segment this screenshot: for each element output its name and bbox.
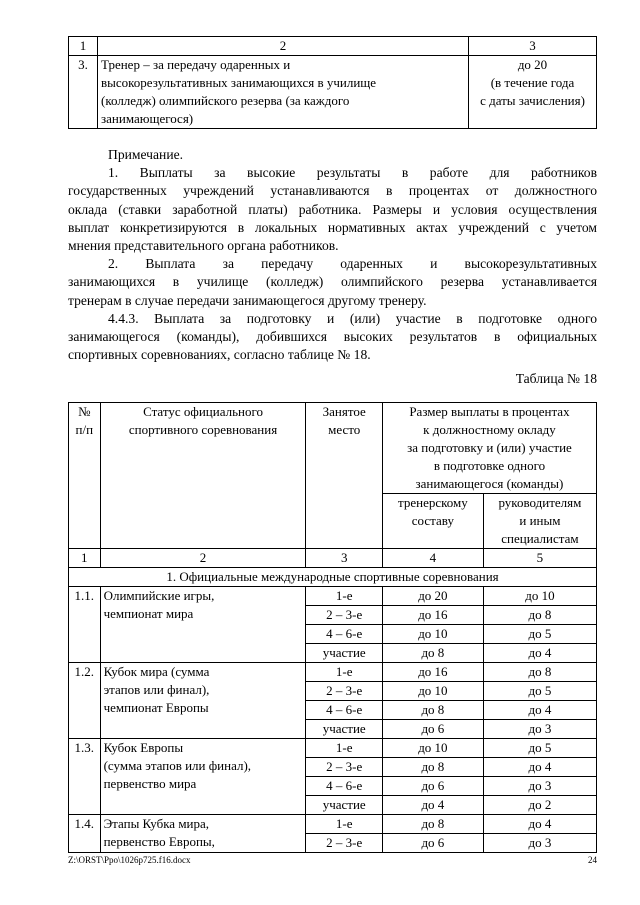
header-line: в подготовке одного: [433, 458, 546, 473]
lead-cell: до 3: [483, 834, 596, 853]
note-line: мнения представительного органа работников.: [68, 238, 339, 254]
note-line: 1. Выплаты за высокие результаты в работе для работников: [108, 165, 597, 181]
coach-cell: до 10: [382, 682, 483, 701]
coach-cell: до 8: [382, 758, 483, 777]
col-number: 2: [98, 37, 469, 56]
col-number: 1: [69, 549, 101, 568]
status-line: чемпионат мира: [103, 606, 194, 621]
lead-cell: до 3: [483, 720, 596, 739]
note-line: оклада (ставки заработной платы) работника. Размеры и условия осуществления: [68, 201, 597, 217]
header-line: за подготовку и (или) участие: [407, 440, 572, 455]
col-number: 3: [469, 37, 597, 56]
status-line: первенство мира: [103, 776, 197, 791]
place-cell: 2 – 3-е: [306, 834, 382, 853]
previous-table: [68, 36, 597, 129]
text-line: с даты зачисления): [480, 93, 585, 108]
col-number: 4: [382, 549, 483, 568]
note-line: государственных учреждений устанавливаются в процентах от должностного: [68, 183, 597, 199]
header-line: Размер выплаты в процентах: [409, 404, 570, 419]
coach-cell: до 8: [382, 701, 483, 720]
header-place: [306, 403, 382, 549]
status-line: Кубок Европы: [103, 740, 184, 755]
col-number: 1: [69, 37, 98, 56]
coach-cell: до 6: [382, 834, 483, 853]
header-number: [69, 403, 101, 549]
section-title: 1. Официальные международные спортивные соревнования: [69, 568, 597, 587]
coach-cell: до 10: [382, 739, 483, 758]
col-number: 3: [306, 549, 382, 568]
status-line: этапов или финал),: [103, 682, 210, 697]
col-number: 5: [483, 549, 596, 568]
table-row: [69, 739, 597, 758]
status-line: чемпионат Европы: [103, 700, 209, 715]
note-line: занимающихся в училище (колледж) олимпийского резерва устанавливается: [68, 274, 597, 290]
lead-cell: до 4: [483, 644, 596, 663]
note-title: Примечание.: [108, 147, 184, 162]
lead-cell: до 10: [483, 587, 596, 606]
lead-cell: до 8: [483, 606, 596, 625]
header-line: специалистам: [501, 531, 579, 546]
row-description: [98, 56, 469, 129]
header-lead: [483, 494, 596, 549]
header-line: к должностному окладу: [423, 422, 556, 437]
note-line: тренерам в случае передачи занимающегося другому тренеру.: [68, 292, 427, 308]
lead-cell: до 2: [483, 796, 596, 815]
place-cell: 2 – 3-е: [306, 682, 382, 701]
place-cell: 1-е: [306, 663, 382, 682]
header-line: Статус официального: [143, 404, 263, 419]
lead-cell: до 4: [483, 815, 596, 834]
coach-cell: до 10: [382, 625, 483, 644]
header-line: №: [78, 404, 91, 419]
table-row: [69, 663, 597, 682]
place-cell: участие: [306, 796, 382, 815]
place-cell: 1-е: [306, 815, 382, 834]
group-number: 1.2.: [69, 663, 101, 739]
place-cell: участие: [306, 720, 382, 739]
status-line: (сумма этапов или финал),: [103, 758, 252, 773]
group-number: 1.4.: [69, 815, 101, 853]
header-line: п/п: [75, 422, 94, 437]
section-row: [69, 568, 597, 587]
coach-cell: до 6: [382, 777, 483, 796]
note-line: выплат конкретизируются в локальных нормативных актах учреждений с учетом: [68, 219, 597, 235]
group-number: 1.3.: [69, 739, 101, 815]
header-line: Занятое: [322, 404, 366, 419]
text-line: занимающегося): [101, 111, 194, 126]
header-coach: [382, 494, 483, 549]
status-line: Этапы Кубка мира,: [103, 816, 210, 831]
lead-cell: до 5: [483, 739, 596, 758]
status-line: первенство Европы,: [103, 834, 215, 849]
page-number: 24: [588, 855, 597, 865]
paragraph-line: спортивных соревнованиях, согласно таблице № 18.: [68, 347, 371, 363]
place-cell: 4 – 6-е: [306, 625, 382, 644]
coach-cell: до 8: [382, 815, 483, 834]
place-cell: участие: [306, 644, 382, 663]
text-line: высокорезультативных занимающихся в училище: [101, 75, 377, 90]
coach-cell: до 16: [382, 606, 483, 625]
place-cell: 2 – 3-е: [306, 606, 382, 625]
status-line: Кубок мира (сумма: [103, 664, 210, 679]
lead-cell: до 3: [483, 777, 596, 796]
col-number: 2: [100, 549, 306, 568]
status-line: Олимпийские игры,: [103, 588, 215, 603]
paragraph-line: занимающегося (команды), добившихся высоких результатов в официальных: [68, 329, 597, 345]
lead-cell: до 4: [483, 758, 596, 777]
table-18: [68, 402, 597, 853]
group-status: [100, 815, 306, 853]
place-cell: 4 – 6-е: [306, 777, 382, 796]
note-line: 2. Выплата за передачу одаренных и высокорезультативных: [108, 256, 597, 272]
column-numbers-row: [69, 549, 597, 568]
previous-table-row: [69, 56, 597, 129]
group-number: 1.1.: [69, 587, 101, 663]
header-line: занимающегося (команды): [415, 476, 564, 491]
table-row: [69, 815, 597, 834]
note-block: [68, 146, 597, 364]
table-header-row: [69, 403, 597, 494]
lead-cell: до 4: [483, 701, 596, 720]
place-cell: 2 – 3-е: [306, 758, 382, 777]
row-number: 3.: [69, 56, 98, 129]
table-row: [69, 587, 597, 606]
header-status: [100, 403, 306, 549]
header-line: руководителям: [498, 495, 582, 510]
text-line: Тренер – за передачу одаренных и: [101, 57, 291, 72]
text-line: (колледж) олимпийского резерва (за каждого: [101, 93, 350, 108]
lead-cell: до 5: [483, 682, 596, 701]
place-cell: 4 – 6-е: [306, 701, 382, 720]
place-cell: 1-е: [306, 587, 382, 606]
coach-cell: до 8: [382, 644, 483, 663]
header-line: место: [328, 422, 361, 437]
group-status: [100, 663, 306, 739]
header-line: тренерскому: [398, 495, 468, 510]
text-line: (в течение года: [490, 75, 575, 90]
text-line: до 20: [517, 57, 548, 72]
group-status: [100, 587, 306, 663]
lead-cell: до 8: [483, 663, 596, 682]
place-cell: 1-е: [306, 739, 382, 758]
coach-cell: до 6: [382, 720, 483, 739]
header-line: спортивного соревнования: [128, 422, 278, 437]
coach-cell: до 16: [382, 663, 483, 682]
previous-table-header-row: [69, 37, 597, 56]
row-value: [469, 56, 597, 129]
header-line: составу: [411, 513, 454, 528]
paragraph-line: 4.4.3. Выплата за подготовку и (или) участие в подготовке одного: [108, 310, 597, 326]
table-caption: Таблица № 18: [515, 371, 597, 386]
coach-cell: до 20: [382, 587, 483, 606]
lead-cell: до 5: [483, 625, 596, 644]
coach-cell: до 4: [382, 796, 483, 815]
group-status: [100, 739, 306, 815]
header-payment: [382, 403, 596, 494]
footer-file-path: Z:\ORST\Ppo\1026p725.f16.docx: [68, 855, 191, 865]
header-line: и иным: [519, 513, 561, 528]
